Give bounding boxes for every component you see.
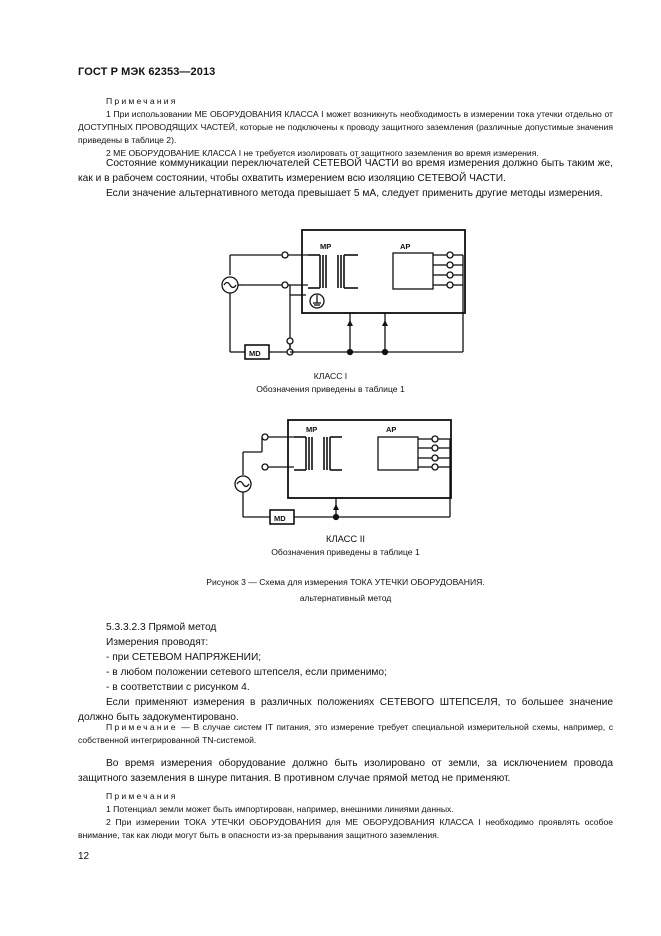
paragraph: Состояние коммуникации переключателей СЕТЕВОЙ ЧАСТИ во время измерения должно быть таким же, как и в рабочем состоянии, чтобы охватить измерением всю изоляцию СЕТЕВОЙ ЧАСТИ. — [78, 158, 613, 184]
figure-caption-sub: альтернативный метод — [299, 593, 392, 603]
mp-label: МР — [320, 242, 332, 251]
notes-heading: Примечания — [106, 96, 178, 106]
list-item: - при СЕТЕВОМ НАПРЯЖЕНИИ; — [106, 652, 262, 663]
note-item: 1 Потенциал земли может быть импортирован, например, внешними линиями данных. — [106, 804, 454, 814]
ap-outputs — [418, 436, 450, 517]
section-direct-method — [78, 620, 613, 725]
notes-heading: Примечания — [106, 791, 178, 801]
note-text: — В случае систем IT питания, это измерение требует специальной измерительной схемы, например, с собственной интегрированной TN-системой. — [78, 722, 613, 745]
diagram-1-label: КЛАСС I — [313, 371, 348, 381]
notes-block-1 — [78, 95, 613, 160]
ap-box — [393, 253, 433, 289]
transformer-mp — [308, 255, 358, 288]
body-text-2 — [78, 756, 613, 786]
body-text-1 — [78, 156, 613, 201]
ap-outputs — [433, 252, 463, 352]
list-item: - в соответствии с рисунком 4. — [106, 682, 250, 693]
section-heading: 5.3.3.2.3 Прямой метод — [106, 622, 217, 633]
notes-block-2 — [78, 790, 613, 842]
paragraph: Во время измерения оборудование должно быть изолировано от земли, за исключением провода защитного заземления в шнуре питания. В противном случае прямой метод не применяют. — [78, 758, 613, 784]
md-label: MD — [249, 349, 261, 358]
note-heading: Примечание — [106, 722, 178, 732]
diagram-2-note: Обозначения приведены в таблице 1 — [271, 547, 420, 557]
diagram-2-label: КЛАСС II — [325, 533, 365, 544]
paragraph: Если применяют измерения в различных положениях СЕТЕВОГО ШТЕПСЕЛЯ, то большее значение должно быть задокументировано. — [78, 697, 613, 723]
ap-label: АР — [386, 425, 397, 434]
mp-label: МР — [306, 425, 318, 434]
paragraph: Если значение альтернативного метода превышает 5 мА, следует применить другие методы измерения. — [106, 188, 603, 199]
diagram-1-note: Обозначения приведены в таблице 1 — [256, 384, 405, 394]
list-item: - в любом положении сетевого штепселя, если применимо; — [106, 667, 387, 678]
diagram-class-1 — [210, 225, 480, 365]
ap-label: АР — [400, 242, 411, 251]
diagram-class-2 — [228, 417, 468, 532]
page-number: 12 — [78, 851, 90, 862]
page-header: ГОСТ Р МЭК 62353—2013 — [78, 66, 216, 78]
note-single — [78, 721, 613, 747]
section-intro: Измерения проводят: — [106, 637, 209, 648]
transformer-mp — [294, 437, 342, 470]
md-label: MD — [274, 514, 286, 523]
note-item: 1 При использовании МЕ ОБОРУДОВАНИЯ КЛАССА I может возникнуть необходимость в измерении тока утечки отдельно от ДОСТУПНЫХ ПРОВОДЯЩИХ ЧАСТЕЙ, которые не подключены к проводу защитного заземления (различные допустимые значения приведены в таблице 2). — [78, 109, 613, 145]
note-item: 2 МЕ ОБОРУДОВАНИЕ КЛАССА I не требуется изолировать от защитного заземления во время измерения. — [106, 148, 539, 158]
figure-caption: Рисунок 3 — Схема для измерения ТОКА УТЕЧКИ ОБОРУДОВАНИЯ. — [206, 577, 485, 587]
note-item: 2 При измерении ТОКА УТЕЧКИ ОБОРУДОВАНИЯ для МЕ ОБОРУДОВАНИЯ КЛАССА I необходимо проявлять особое внимание, так как люди могут быть в опасности из-за прерывания защитного заземления. — [78, 817, 613, 840]
ap-box — [378, 437, 418, 470]
